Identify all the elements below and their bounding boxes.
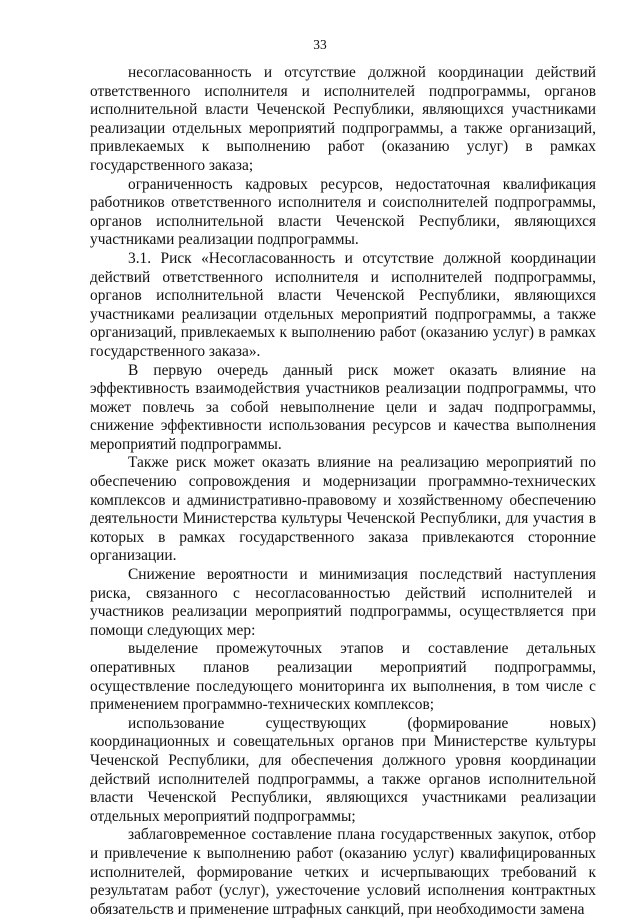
paragraph-risk-impact: В первую очередь данный риск может оказать влияние на эффективность взаимодействия участников реализации подпрограммы, что может повлечь за собой невыполнение цели и задач подпрограммы, снижение эффективности использования ресурсов и качества выполнения мероприятий подпрограммы. xyxy=(90,361,596,453)
paragraph-risk-impact-also: Также риск может оказать влияние на реализацию мероприятий по обеспечению сопровождения и модернизации программно-технических комплексов и административно-правовому и хозяйственному обеспечению деятельности Министерства культуры Чеченской Республики, для участия в которых в рамках государственного заказа привлекаются сторонние организации. xyxy=(90,454,596,565)
paragraph-measure-procurement: заблаговременное составление плана государственных закупок, отбор и привлечение к выполнению работ (оказанию услуг) квалифицированных исполнителей, формирование четких и исчерпывающих требований к результатам работ (услуг), ужесточение условий исполнения контрактных обязательств и применение штрафных санкций, при необходимости замена xyxy=(90,826,596,918)
paragraph-measure-bodies: использование существующих (формирование новых) координационных и совещательных органов при Министерстве культуры Чеченской Республики, для обеспечения должного уровня координации действий исполнителей подпрограммы, а также органов исполнительной власти Чеченской Республики, являющихся участниками реализации отдельных мероприятий подпрограммы; xyxy=(90,714,596,825)
paragraph-section-3-1: 3.1. Риск «Несогласованность и отсутствие должной координации действий ответственного исполнителя и исполнителей подпрограммы, органов исполнительной власти Чеченской Республики, являющихся участниками реализации отдельных мероприятий подпрограммы, а также организаций, привлекаемых к выполнению работ (оказанию услуг) в рамках государственного заказа». xyxy=(90,249,596,360)
paragraph-risk-staff: ограниченность кадровых ресурсов, недостаточная квалификация работников ответственного исполнителя и соисполнителей подпрограммы, органов исполнительной власти Чеченской Республики, являющихся участниками реализации подпрограммы. xyxy=(90,175,596,249)
paragraph-measure-stages: выделение промежуточных этапов и составление детальных оперативных планов реализации мероприятий подпрограммы, осуществление последующего мониторинга их выполнения, в том числе с применением программно-технических комплексов; xyxy=(90,640,596,714)
page-number: 33 xyxy=(313,37,327,52)
paragraph-mitigation-intro: Снижение вероятности и минимизация последствий наступления риска, связанного с несогласованностью действий исполнителей и участников реализации мероприятий подпрограммы, осуществляется при помощи следующих мер: xyxy=(90,566,596,639)
paragraph-risk-coordination: несогласованность и отсутствие должной координации действий ответственного исполнителя и исполнителей подпрограммы, органов исполнительной власти Чеченской Республики, являющихся участниками реализации отдельных мероприятий подпрограммы, а также организаций, привлекаемых к выполнению работ (оказанию услуг) в рамках государственного заказа; xyxy=(90,64,596,174)
document-body xyxy=(90,64,596,919)
